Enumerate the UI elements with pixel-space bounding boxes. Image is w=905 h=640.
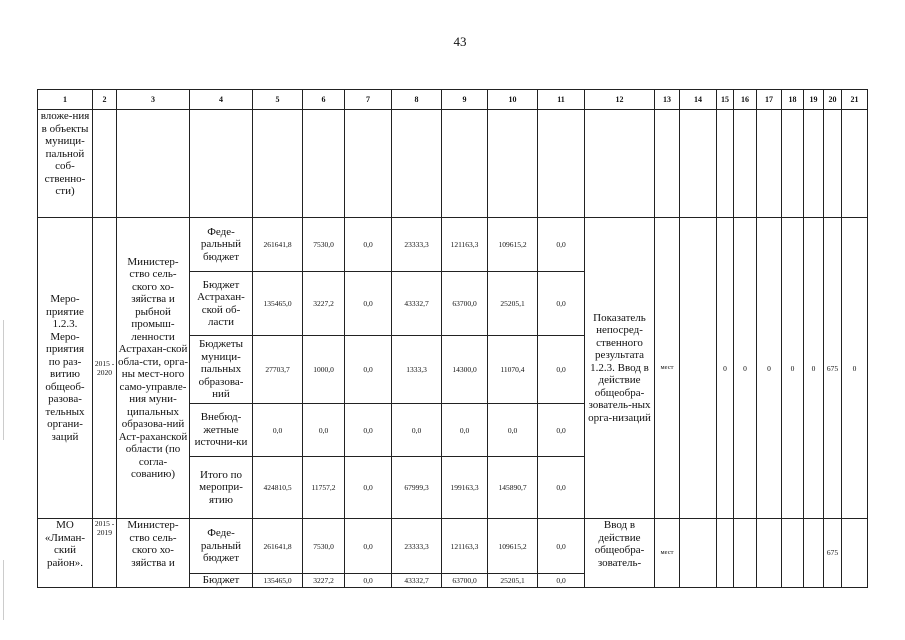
value-cell: 0,0 [538, 519, 585, 574]
value-cell: 27703,7 [253, 336, 303, 404]
table-row [38, 519, 868, 574]
value-cell: 63700,0 [442, 272, 488, 336]
value-cell: 23333,3 [392, 519, 442, 574]
header-cell: 3 [117, 90, 190, 110]
value-cell: 0,0 [345, 519, 392, 574]
value-cell: 0,0 [253, 404, 303, 457]
value-cell: 0,0 [345, 404, 392, 457]
source-cell: Феде-ральный бюджет [190, 218, 253, 272]
financing-table [37, 89, 868, 588]
value-cell: 25205,1 [488, 272, 538, 336]
event-cell: вложе-ния в объекты муници-пальной соб-ственно-сти) [38, 110, 93, 218]
value-cell: 25205,1 [488, 574, 538, 588]
header-cell: 1 [38, 90, 93, 110]
value-cell: 0,0 [345, 457, 392, 519]
value-cell: 0,0 [345, 218, 392, 272]
header-cell: 8 [392, 90, 442, 110]
header-cell: 4 [190, 90, 253, 110]
header-cell: 21 [842, 90, 868, 110]
value-cell: 43332,7 [392, 272, 442, 336]
value-cell: 0,0 [538, 404, 585, 457]
value-cell: 43332,7 [392, 574, 442, 588]
value-cell: 0,0 [538, 218, 585, 272]
header-cell: 7 [345, 90, 392, 110]
value-cell: 1333,3 [392, 336, 442, 404]
value-cell: 135465,0 [253, 574, 303, 588]
header-cell: 11 [538, 90, 585, 110]
header-row [38, 90, 868, 110]
source-cell: Бюджеты муници-пальных образова-ний [190, 336, 253, 404]
value-cell: 67999,3 [392, 457, 442, 519]
source-cell: Итого по меропри-ятию [190, 457, 253, 519]
unit-cell: мест [655, 218, 680, 519]
value-cell: 121163,3 [442, 519, 488, 574]
indicator-cell: Ввод в действие общеобра-зователь- [585, 519, 655, 588]
period-cell: 2015 - 2020 [93, 218, 117, 519]
header-cell: 16 [734, 90, 757, 110]
header-cell: 10 [488, 90, 538, 110]
value-cell: 0,0 [345, 272, 392, 336]
value-cell: 23333,3 [392, 218, 442, 272]
value-cell: 7530,0 [303, 519, 345, 574]
period-cell: 2015 - 2019 [93, 519, 117, 588]
value-cell: 0,0 [345, 574, 392, 588]
event-cell: Меро-приятие 1.2.3. Меро-приятия по раз-витию общеоб-разова-тельных органи-заций [38, 218, 93, 519]
value-cell: 261641,8 [253, 218, 303, 272]
event-cell: МО «Лиман-ский район». [38, 519, 93, 588]
value-cell: 0,0 [538, 457, 585, 519]
indicator-cell: Показатель непосред-ственного результата 1.2.3. Ввод в действие общеобра-зователь-ных орга-низаций [585, 218, 655, 519]
header-cell: 6 [303, 90, 345, 110]
value-cell: 0,0 [538, 336, 585, 404]
value-cell: 11070,4 [488, 336, 538, 404]
source-cell: Бюджет Астрахан-ской об-ласти [190, 272, 253, 336]
value-cell: 0,0 [345, 336, 392, 404]
value-cell: 675 [824, 218, 842, 519]
value-cell: 14300,0 [442, 336, 488, 404]
header-cell: 20 [824, 90, 842, 110]
value-cell: 0 [804, 218, 824, 519]
value-cell: 63700,0 [442, 574, 488, 588]
value-cell: 424810,5 [253, 457, 303, 519]
value-cell: 675 [824, 519, 842, 588]
value-cell: 3227,2 [303, 272, 345, 336]
scan-artifact [3, 560, 4, 620]
value-cell: 0 [717, 218, 734, 519]
unit-cell: мест [655, 519, 680, 588]
executor-cell: Министер-ство сель-ского хо-зяйства и [117, 519, 190, 588]
table-row [38, 110, 868, 218]
value-cell: 0 [757, 218, 782, 519]
header-cell: 2 [93, 90, 117, 110]
value-cell: 109615,2 [488, 519, 538, 574]
executor-cell: Министер-ство сель-ского хо-зяйства и рыбной промыш-ленности Астрахан-ской обла-сти, орга-ны мест-ного само-управле-ния муни-ципальных образова-ний Аст-раханской области (по согла-сованию) [117, 218, 190, 519]
value-cell: 145890,7 [488, 457, 538, 519]
value-cell: 0,0 [392, 404, 442, 457]
value-cell: 0,0 [442, 404, 488, 457]
source-cell: Бюджет [190, 574, 253, 588]
header-cell: 5 [253, 90, 303, 110]
value-cell: 0,0 [488, 404, 538, 457]
header-cell: 12 [585, 90, 655, 110]
header-cell: 14 [680, 90, 717, 110]
header-cell: 19 [804, 90, 824, 110]
header-cell: 13 [655, 90, 680, 110]
value-cell: 11757,2 [303, 457, 345, 519]
header-cell: 18 [782, 90, 804, 110]
source-cell: Феде-ральный бюджет [190, 519, 253, 574]
value-cell: 0,0 [303, 404, 345, 457]
value-cell: 1000,0 [303, 336, 345, 404]
header-cell: 17 [757, 90, 782, 110]
value-cell: 7530,0 [303, 218, 345, 272]
value-cell: 0 [842, 218, 868, 519]
source-cell: Внебюд-жетные источни-ки [190, 404, 253, 457]
value-cell: 0,0 [538, 272, 585, 336]
value-cell: 121163,3 [442, 218, 488, 272]
table-row [38, 218, 868, 272]
value-cell: 109615,2 [488, 218, 538, 272]
value-cell: 3227,2 [303, 574, 345, 588]
value-cell: 0,0 [538, 574, 585, 588]
value-cell: 0 [734, 218, 757, 519]
page-number: 43 [453, 34, 467, 49]
value-cell: 135465,0 [253, 272, 303, 336]
header-cell: 9 [442, 90, 488, 110]
value-cell: 0 [782, 218, 804, 519]
scan-artifact [3, 320, 4, 440]
header-cell: 15 [717, 90, 734, 110]
value-cell: 199163,3 [442, 457, 488, 519]
value-cell: 261641,8 [253, 519, 303, 574]
